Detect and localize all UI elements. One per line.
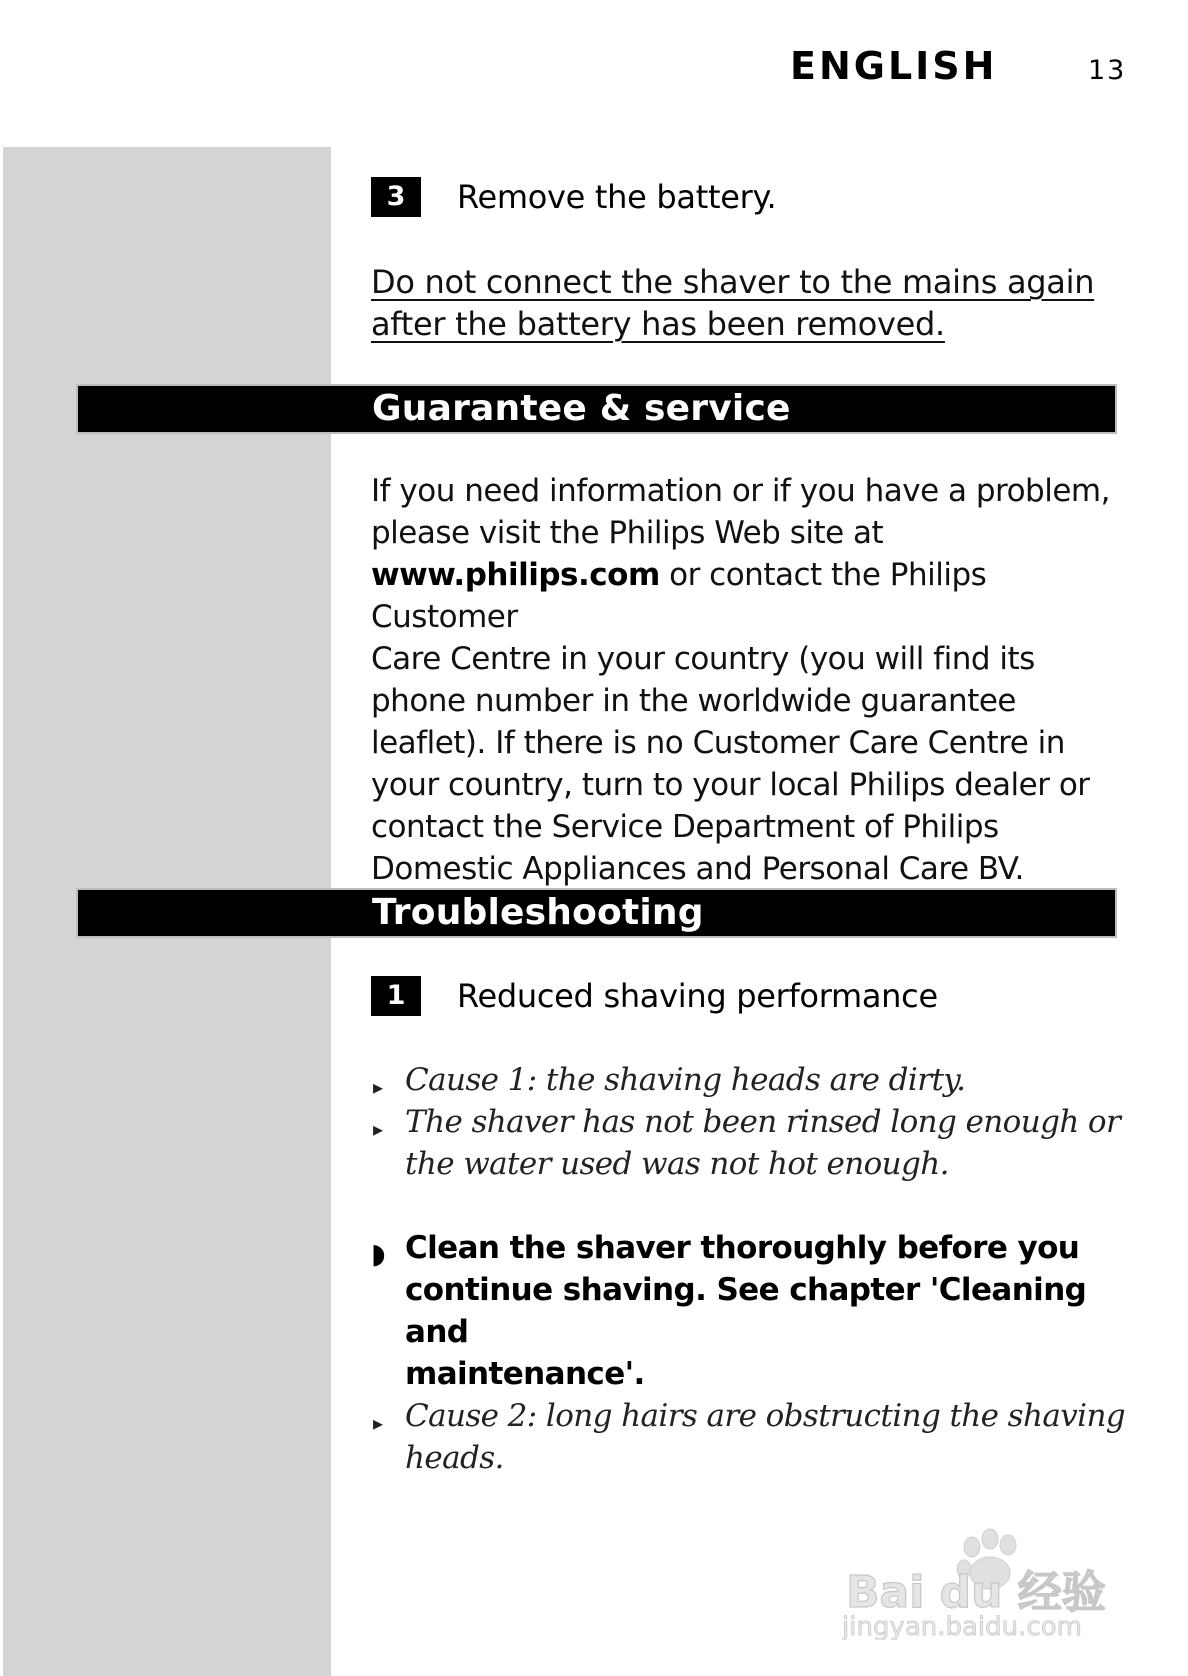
removal-warning xyxy=(371,261,1131,345)
cause-1-list xyxy=(371,1059,1131,1185)
page-number: 13 xyxy=(1088,55,1127,86)
body-line: If you need information or if you have a problem, xyxy=(371,473,1110,509)
body-line: Care Centre in your country (you will find its xyxy=(371,641,1035,677)
body-line: phone number in the worldwide guarantee xyxy=(371,683,1016,719)
body-line: leaflet). If there is no Customer Care Centre in xyxy=(371,725,1065,761)
guarantee-body xyxy=(371,470,1131,890)
cause-item: ▸ Cause 1: the shaving heads are dirty. xyxy=(371,1059,1131,1101)
step-text: Remove the battery. xyxy=(457,178,777,216)
language-label: ENGLISH xyxy=(790,44,998,88)
baidu-watermark-logo xyxy=(842,1525,1122,1640)
body-line: please visit the Philips Web site at xyxy=(371,515,884,551)
body-line xyxy=(371,554,1131,638)
step-text: Reduced shaving performance xyxy=(457,977,938,1015)
section-title-guarantee: Guarantee & service xyxy=(372,388,791,429)
cause-2-list xyxy=(371,1395,1131,1479)
body-line: contact the Service Department of Philips xyxy=(371,809,999,845)
cause-item: ▸ Cause 2: long hairs are obstructing the shaving heads. xyxy=(373,1398,1126,1476)
warning-line: after the battery has been removed. xyxy=(371,305,945,343)
bullet-arrow-icon: ▸ xyxy=(373,1411,383,1435)
watermark-url: jingyan.baidu.com xyxy=(842,1612,1082,1640)
step-number: 1 xyxy=(371,976,421,1016)
body-line: your country, turn to your local Philips dealer or xyxy=(371,767,1090,803)
troubleshooting-step xyxy=(371,976,1131,1016)
step-number: 3 xyxy=(371,177,421,217)
watermark-brand: Bai du 经验 xyxy=(846,1567,1106,1618)
body-line: Domestic Appliances and Personal Care BV. xyxy=(371,851,1024,887)
bullet-arrow-icon: ▸ xyxy=(373,1117,383,1141)
bullet-arrow-icon: ▸ xyxy=(373,1075,383,1099)
philips-link[interactable]: www.philips.com xyxy=(371,557,660,593)
section-title-troubleshooting: Troubleshooting xyxy=(372,892,704,933)
cause-item: ▸ The shaver has not been rinsed long enough or the water used was not hot enough. xyxy=(373,1104,1121,1182)
action-instruction: ◗ Clean the shaver thoroughly before you continue shaving. See chapter 'Cleaning and maintenance'. xyxy=(371,1230,1087,1392)
removal-step xyxy=(371,177,1131,217)
half-circle-action-icon: ◗ xyxy=(371,1237,386,1270)
troubleshooting-heading-bar xyxy=(76,888,1117,938)
warning-line: Do not connect the shaver to the mains again xyxy=(371,263,1095,301)
guarantee-heading-bar xyxy=(76,384,1117,434)
body-line-rest: or contact the Philips Customer xyxy=(371,557,987,635)
